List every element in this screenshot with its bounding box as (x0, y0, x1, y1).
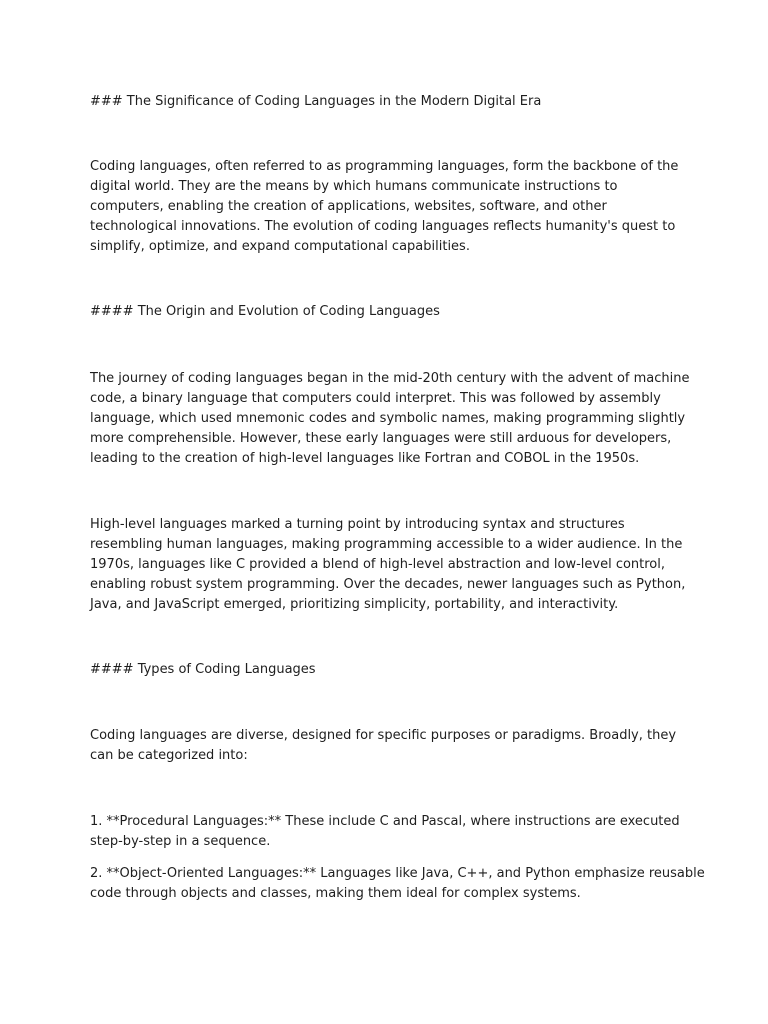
paragraph-line: computers, enabling the creation of applications, websites, software, and other (90, 199, 607, 214)
paragraph-line: 1970s, languages like C provided a blend of high-level abstraction and low-level control, (90, 557, 666, 572)
paragraph-line: digital world. They are the means by which humans communicate instructions to (90, 179, 618, 194)
paragraph-line: language, which used mnemonic codes and symbolic names, making programming slightly (90, 411, 686, 426)
list-item-line: 1. **Procedural Languages:** These include C and Pascal, where instructions are executed (90, 814, 680, 829)
paragraph-line: technological innovations. The evolution of coding languages reflects humanity's quest to (90, 219, 676, 234)
paragraph-line: code, a binary language that computers could interpret. This was followed by assembly (90, 391, 661, 406)
list-item-line: code through objects and classes, making them ideal for complex systems. (90, 886, 581, 901)
subsection-heading: #### Types of Coding Languages (90, 662, 316, 677)
section-heading: ### The Significance of Coding Languages in the Modern Digital Era (90, 94, 542, 109)
paragraph-line: can be categorized into: (90, 748, 248, 763)
paragraph-line: The journey of coding languages began in the mid-20th century with the advent of machine (90, 371, 690, 386)
paragraph-line: Coding languages, often referred to as programming languages, form the backbone of the (90, 159, 679, 174)
list-item-line: step-by-step in a sequence. (90, 834, 271, 849)
paragraph-line: resembling human languages, making programming accessible to a wider audience. In the (90, 537, 683, 552)
paragraph-line: enabling robust system programming. Over the decades, newer languages such as Python, (90, 577, 686, 592)
paragraph-line: Coding languages are diverse, designed for specific purposes or paradigms. Broadly, they (90, 728, 677, 743)
paragraph-line: leading to the creation of high-level languages like Fortran and COBOL in the 1950s. (90, 451, 640, 466)
list-item-line: 2. **Object-Oriented Languages:** Languages like Java, C++, and Python emphasize reusable (90, 866, 705, 881)
paragraph-line: High-level languages marked a turning point by introducing syntax and structures (90, 517, 625, 532)
paragraph-line: Java, and JavaScript emerged, prioritizing simplicity, portability, and interactivity. (90, 597, 619, 612)
paragraph-line: simplify, optimize, and expand computational capabilities. (90, 239, 470, 254)
paragraph-line: more comprehensible. However, these early languages were still arduous for developers, (90, 431, 672, 446)
subsection-heading: #### The Origin and Evolution of Coding Languages (90, 304, 440, 319)
